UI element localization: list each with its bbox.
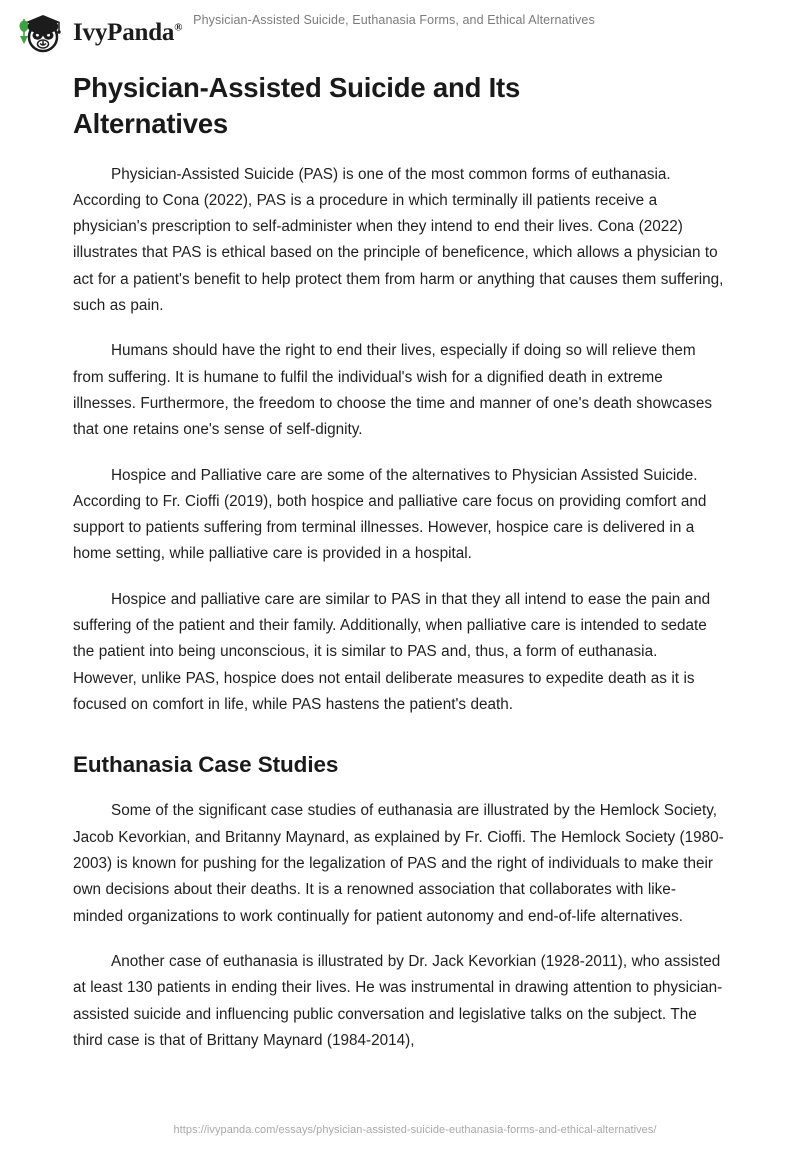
source-url[interactable]: https://ivypanda.com/essays/physician-assisted-suicide-euthanasia-forms-and-ethical-alternatives/	[173, 1124, 657, 1136]
page-title: Physician-Assisted Suicide and Its Alternatives	[73, 72, 521, 140]
running-header-title: Physician-Assisted Suicide, Euthanasia Forms, and Ethical Alternatives	[193, 13, 595, 27]
section-heading-euthanasia-case-studies: Euthanasia Case Studies	[73, 752, 339, 778]
brand-name-text: IvyPanda	[73, 18, 175, 46]
page-header	[0, 0, 800, 62]
paragraph: Some of the significant case studies of euthanasia are illustrated by the Hemlock Society, Jacob Kevorkian, and Britanny Maynard, as explained by Fr. Cioffi. The Hemlock Society (1980-2003) is known for pushing for the legalization of PAS and the right of individuals to make their own decisions about their deaths. It is a renowned association that collaborates with like-minded organizations to work continually for patient autonomy and end-of-life alternatives.	[73, 802, 724, 925]
paragraph: Physician-Assisted Suicide (PAS) is one of the most common forms of euthanasia. According to Cona (2022), PAS is a procedure in which terminally ill patients receive a physician's prescription to self-administer when they intend to end their lives. Cona (2022) illustrates that PAS is ethical based on the principle of beneficence, which allows a physician to act for a patient's benefit to help protect them from harm or anything that causes them suffering, such as pain.	[73, 165, 724, 315]
paragraph: Hospice and Palliative care are some of the alternatives to Physician Assisted Suicide. According to Fr. Cioffi (2019), both hospice and palliative care focus on providing comfort and support to patients suffering from terminal illnesses. However, hospice care is delivered in a home setting, while palliative care is provided in a hospital.	[73, 466, 707, 563]
page-footer	[0, 1120, 800, 1138]
document-content	[73, 70, 725, 1054]
paragraph: Hospice and palliative care are similar to PAS in that they all intend to ease the pain and suffering of the patient and their family. Additionally, when palliative care is intended to sedate the patient into being unconscious, it is similar to PAS and, thus, a form of euthanasia. However, unlike PAS, hospice does not entail deliberate measures to expedite death as it is focused on comfort in life, while PAS hastens the patient's death.	[73, 590, 711, 713]
registered-trademark-symbol: ®	[174, 21, 183, 34]
paragraph: Another case of euthanasia is illustrated by Dr. Jack Kevorkian (1928-2011), who assisted at least 130 patients in ending their lives. He was instrumental in drawing attention to physician-assisted suicide and influencing public conversation and legislative talks on the subject. The third case is that of Brittany Maynard (1984-2014),	[73, 952, 723, 1049]
paragraph: Humans should have the right to end their lives, especially if doing so will relieve them from suffering. It is humane to fulfil the individual's wish for a dignified death in extreme illnesses. Furthermore, the freedom to choose the time and manner of one's death showcases that one retains one's sense of self-dignity.	[73, 342, 712, 439]
